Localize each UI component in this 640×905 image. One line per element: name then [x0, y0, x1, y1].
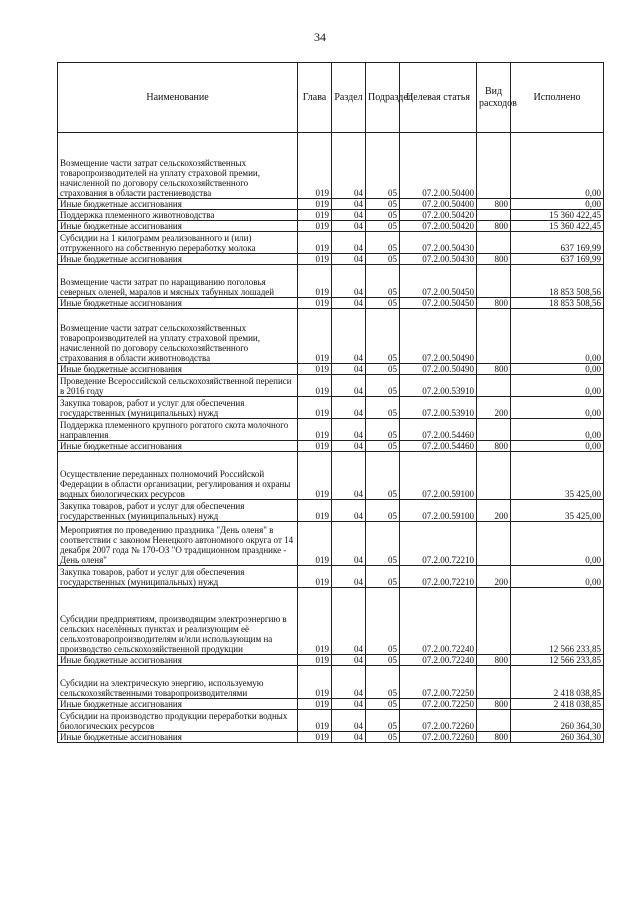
- table-row: [58, 364, 604, 375]
- cell-subsection: 05: [366, 232, 400, 254]
- cell-chapter: 019: [298, 500, 332, 522]
- cell-subsection: 05: [366, 298, 400, 309]
- cell-executed: 0,00: [511, 375, 604, 397]
- cell-expense-type: [477, 133, 511, 199]
- cell-chapter: 019: [298, 221, 332, 232]
- cell-chapter: 019: [298, 375, 332, 397]
- cell-expense-type: 800: [477, 364, 511, 375]
- cell-name: Закупка товаров, работ и услуг для обеспечения государственных (муниципальных) нужд: [58, 397, 298, 419]
- cell-name: Иные бюджетные ассигнования: [58, 732, 298, 743]
- cell-name: Возмещение части затрат сельскохозяйственных товаропроизводителей на уплату страховой премии, начисленной по договору сельскохозяйственного страхования в области растениеводства: [58, 133, 298, 199]
- cell-target: 07.2.00.53910: [400, 397, 477, 419]
- cell-section: 04: [332, 232, 366, 254]
- table-row: [58, 254, 604, 265]
- table-row: [58, 710, 604, 732]
- cell-chapter: 019: [298, 309, 332, 364]
- cell-subsection: 05: [366, 133, 400, 199]
- cell-section: 04: [332, 522, 366, 566]
- cell-section: 04: [332, 699, 366, 710]
- cell-executed: 2 418 038,85: [511, 699, 604, 710]
- cell-subsection: 05: [366, 710, 400, 732]
- cell-subsection: 05: [366, 500, 400, 522]
- cell-subsection: 05: [366, 199, 400, 210]
- cell-section: 04: [332, 309, 366, 364]
- cell-executed: 35 425,00: [511, 452, 604, 500]
- table-row: [58, 588, 604, 655]
- cell-target: 07.2.00.72250: [400, 666, 477, 699]
- cell-section: 04: [332, 298, 366, 309]
- cell-name: Осуществление переданных полномочий Российской Федерации в области организации, регулирования и охраны водных биологических ресурсов: [58, 452, 298, 500]
- cell-section: 04: [332, 588, 366, 655]
- cell-section: 04: [332, 452, 366, 500]
- cell-name: Поддержка племенного крупного рогатого скота молочного направления: [58, 419, 298, 441]
- cell-chapter: 019: [298, 364, 332, 375]
- cell-subsection: 05: [366, 522, 400, 566]
- cell-executed: 260 364,30: [511, 710, 604, 732]
- cell-section: 04: [332, 500, 366, 522]
- cell-section: 04: [332, 441, 366, 452]
- table-row: [58, 199, 604, 210]
- cell-executed: 0,00: [511, 419, 604, 441]
- table-row: [58, 441, 604, 452]
- cell-executed: 15 360 422,45: [511, 210, 604, 221]
- cell-name: Поддержка племенного животноводства: [58, 210, 298, 221]
- cell-target: 07.2.00.50420: [400, 221, 477, 232]
- budget-table: [57, 62, 604, 743]
- cell-expense-type: [477, 522, 511, 566]
- cell-expense-type: [477, 265, 511, 298]
- cell-expense-type: [477, 419, 511, 441]
- table-row: [58, 133, 604, 199]
- cell-executed: 18 853 508,56: [511, 298, 604, 309]
- cell-executed: 35 425,00: [511, 500, 604, 522]
- cell-chapter: 019: [298, 522, 332, 566]
- header-name: Наименование: [58, 63, 298, 133]
- cell-target: 07.2.00.54460: [400, 419, 477, 441]
- cell-expense-type: 200: [477, 397, 511, 419]
- cell-target: 07.2.00.59100: [400, 452, 477, 500]
- cell-name: Субсидии предприятиям, производящим электроэнергию в сельских населённых пунктах и реализующим её сельхозтоваропроизводителям и/или использующим на производство сельскохозяйственной продукции: [58, 588, 298, 655]
- cell-subsection: 05: [366, 655, 400, 666]
- cell-section: 04: [332, 199, 366, 210]
- cell-executed: 637 169,99: [511, 254, 604, 265]
- cell-subsection: 05: [366, 666, 400, 699]
- cell-executed: 2 418 038,85: [511, 666, 604, 699]
- header-row: [58, 63, 604, 133]
- cell-target: 07.2.00.54460: [400, 441, 477, 452]
- table-row: [58, 298, 604, 309]
- cell-expense-type: 800: [477, 298, 511, 309]
- cell-executed: 0,00: [511, 397, 604, 419]
- cell-chapter: 019: [298, 265, 332, 298]
- cell-name: Иные бюджетные ассигнования: [58, 655, 298, 666]
- cell-chapter: 019: [298, 732, 332, 743]
- cell-expense-type: [477, 588, 511, 655]
- cell-expense-type: [477, 375, 511, 397]
- cell-chapter: 019: [298, 452, 332, 500]
- cell-section: 04: [332, 375, 366, 397]
- cell-section: 04: [332, 666, 366, 699]
- cell-chapter: 019: [298, 666, 332, 699]
- cell-target: 07.2.00.72260: [400, 732, 477, 743]
- cell-name: Субсидии на электрическую энергию, используемую сельскохозяйственными товаропроизводителями: [58, 666, 298, 699]
- table-row: [58, 221, 604, 232]
- table-row: [58, 666, 604, 699]
- cell-target: 07.2.00.50450: [400, 265, 477, 298]
- cell-executed: 0,00: [511, 522, 604, 566]
- cell-expense-type: [477, 666, 511, 699]
- cell-chapter: 019: [298, 397, 332, 419]
- page-number: 34: [314, 30, 326, 44]
- cell-name: Иные бюджетные ассигнования: [58, 441, 298, 452]
- cell-executed: 12 566 233,85: [511, 655, 604, 666]
- cell-chapter: 019: [298, 232, 332, 254]
- cell-target: 07.2.00.50400: [400, 199, 477, 210]
- cell-target: 07.2.00.72210: [400, 566, 477, 588]
- cell-section: 04: [332, 732, 366, 743]
- cell-expense-type: 800: [477, 732, 511, 743]
- cell-executed: 15 360 422,45: [511, 221, 604, 232]
- cell-subsection: 05: [366, 452, 400, 500]
- cell-target: 07.2.00.59100: [400, 500, 477, 522]
- cell-chapter: 019: [298, 298, 332, 309]
- header-expense-type: Вид расходов: [477, 63, 511, 133]
- cell-chapter: 019: [298, 199, 332, 210]
- cell-section: 04: [332, 655, 366, 666]
- table-row: [58, 375, 604, 397]
- cell-chapter: 019: [298, 655, 332, 666]
- cell-chapter: 019: [298, 254, 332, 265]
- cell-subsection: 05: [366, 566, 400, 588]
- cell-subsection: 05: [366, 210, 400, 221]
- cell-name: Закупка товаров, работ и услуг для обеспечения государственных (муниципальных) нужд: [58, 566, 298, 588]
- cell-expense-type: [477, 210, 511, 221]
- cell-name: Возмещение части затрат сельскохозяйственных товаропроизводителей на уплату страховой премии, начисленной по договору сельскохозяйственного страхования в области животноводства: [58, 309, 298, 364]
- cell-executed: 0,00: [511, 566, 604, 588]
- cell-target: 07.2.00.50430: [400, 232, 477, 254]
- header-executed: Исполнено: [511, 63, 604, 133]
- cell-subsection: 05: [366, 375, 400, 397]
- cell-section: 04: [332, 364, 366, 375]
- cell-expense-type: 800: [477, 655, 511, 666]
- cell-target: 07.2.00.50490: [400, 309, 477, 364]
- cell-section: 04: [332, 566, 366, 588]
- table-row: [58, 419, 604, 441]
- table-row: [58, 309, 604, 364]
- cell-subsection: 05: [366, 309, 400, 364]
- cell-name: Закупка товаров, работ и услуг для обеспечения государственных (муниципальных) нужд: [58, 500, 298, 522]
- cell-subsection: 05: [366, 732, 400, 743]
- cell-expense-type: [477, 309, 511, 364]
- cell-name: Иные бюджетные ассигнования: [58, 254, 298, 265]
- header-chapter: Глава: [298, 63, 332, 133]
- cell-chapter: 019: [298, 133, 332, 199]
- table-row: [58, 522, 604, 566]
- table-row: [58, 732, 604, 743]
- header-target: Целевая статья: [400, 63, 477, 133]
- cell-chapter: 019: [298, 210, 332, 221]
- cell-chapter: 019: [298, 441, 332, 452]
- cell-expense-type: 800: [477, 221, 511, 232]
- table-row: [58, 397, 604, 419]
- table-row: [58, 210, 604, 221]
- cell-target: 07.2.00.72250: [400, 699, 477, 710]
- cell-name: Мероприятия по проведению праздника "День оленя" в соответствии с законом Ненецкого автономного округа от 14 декабря 2007 года № 170-ОЗ "О традиционном празднике - День оленя": [58, 522, 298, 566]
- cell-name: Иные бюджетные ассигнования: [58, 221, 298, 232]
- cell-name: Субсидии на производство продукции переработки водных биологических ресурсов: [58, 710, 298, 732]
- cell-section: 04: [332, 710, 366, 732]
- cell-section: 04: [332, 133, 366, 199]
- header-subsection: Подраздел: [366, 63, 400, 133]
- cell-executed: 12 566 233,85: [511, 588, 604, 655]
- cell-name: Иные бюджетные ассигнования: [58, 364, 298, 375]
- cell-executed: 0,00: [511, 199, 604, 210]
- cell-chapter: 019: [298, 699, 332, 710]
- cell-name: Иные бюджетные ассигнования: [58, 298, 298, 309]
- cell-subsection: 05: [366, 699, 400, 710]
- cell-expense-type: 800: [477, 441, 511, 452]
- cell-target: 07.2.00.72240: [400, 655, 477, 666]
- cell-expense-type: [477, 452, 511, 500]
- cell-subsection: 05: [366, 254, 400, 265]
- cell-subsection: 05: [366, 221, 400, 232]
- cell-subsection: 05: [366, 397, 400, 419]
- cell-chapter: 019: [298, 566, 332, 588]
- cell-expense-type: 800: [477, 254, 511, 265]
- cell-expense-type: 200: [477, 566, 511, 588]
- cell-name: Проведение Всероссийской сельскохозяйственной переписи в 2016 году: [58, 375, 298, 397]
- cell-subsection: 05: [366, 588, 400, 655]
- cell-target: 07.2.00.72240: [400, 588, 477, 655]
- table-row: [58, 655, 604, 666]
- cell-section: 04: [332, 419, 366, 441]
- cell-executed: 0,00: [511, 441, 604, 452]
- cell-executed: 637 169,99: [511, 232, 604, 254]
- cell-chapter: 019: [298, 419, 332, 441]
- cell-section: 04: [332, 221, 366, 232]
- cell-target: 07.2.00.50490: [400, 364, 477, 375]
- table-row: [58, 452, 604, 500]
- cell-expense-type: [477, 710, 511, 732]
- cell-executed: 0,00: [511, 364, 604, 375]
- cell-section: 04: [332, 265, 366, 298]
- cell-chapter: 019: [298, 588, 332, 655]
- cell-subsection: 05: [366, 265, 400, 298]
- cell-executed: 260 364,30: [511, 732, 604, 743]
- cell-expense-type: [477, 232, 511, 254]
- table-row: [58, 500, 604, 522]
- cell-target: 07.2.00.50400: [400, 133, 477, 199]
- cell-section: 04: [332, 254, 366, 265]
- cell-executed: 18 853 508,56: [511, 265, 604, 298]
- cell-subsection: 05: [366, 441, 400, 452]
- cell-chapter: 019: [298, 710, 332, 732]
- cell-name: Возмещение части затрат по наращиванию поголовья северных оленей, маралов и мясных табунных лошадей: [58, 265, 298, 298]
- header-section: Раздел: [332, 63, 366, 133]
- cell-expense-type: 800: [477, 199, 511, 210]
- cell-target: 07.2.00.50420: [400, 210, 477, 221]
- cell-subsection: 05: [366, 419, 400, 441]
- cell-name: Иные бюджетные ассигнования: [58, 699, 298, 710]
- table-row: [58, 566, 604, 588]
- cell-name: Иные бюджетные ассигнования: [58, 199, 298, 210]
- cell-executed: 0,00: [511, 133, 604, 199]
- cell-target: 07.2.00.72260: [400, 710, 477, 732]
- cell-expense-type: 800: [477, 699, 511, 710]
- cell-name: Субсидии на 1 килограмм реализованного и (или) отгруженного на собственную переработку молока: [58, 232, 298, 254]
- cell-section: 04: [332, 397, 366, 419]
- cell-target: 07.2.00.50430: [400, 254, 477, 265]
- cell-target: 07.2.00.53910: [400, 375, 477, 397]
- cell-target: 07.2.00.72210: [400, 522, 477, 566]
- cell-executed: 0,00: [511, 309, 604, 364]
- cell-section: 04: [332, 210, 366, 221]
- cell-expense-type: 200: [477, 500, 511, 522]
- table-row: [58, 699, 604, 710]
- cell-subsection: 05: [366, 364, 400, 375]
- cell-target: 07.2.00.50450: [400, 298, 477, 309]
- table-row: [58, 232, 604, 254]
- table-body: [58, 133, 604, 743]
- table-row: [58, 265, 604, 298]
